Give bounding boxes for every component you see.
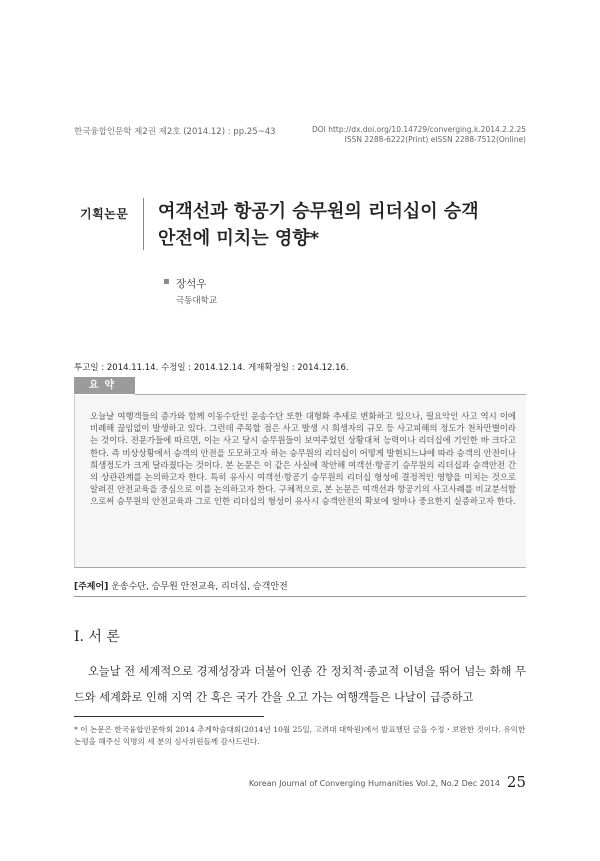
- article-title: [158, 198, 479, 252]
- author-affiliation: 극동대학교: [176, 296, 218, 306]
- title-line-2: 안전에 미치는 영향*: [158, 228, 320, 249]
- footer-journal: Korean Journal of Converging Humanities Vol.2, No.2 Dec 2014: [248, 779, 500, 788]
- section-tag: 기획논문: [80, 207, 129, 221]
- abstract-text: 오늘날 여행객들의 증가와 함께 이동수단인 운송수단 또한 대형화 추세로 변화하고 있으나, 필요악인 사고 역시 이에 비례해 끊임없이 발생하고 있다. 그런데 주목할 점은 사고 발생 시 희생자의 규모 등 사고피해의 정도가 천차만별이라는 것이다. 전문가들에 따르면, 이는 사고 당시 승무원들이 보여주었던 상황대처 능력이나 리더십에 기인한 바 크다고 한다. 즉 비상상황에서 승객의 안전을 도모하고자 하는 승무원의 리더십이 어떻게 발현되느냐에 따라 승객의 안전이나 희생정도가 크게 달라졌다는 것이다. 본 논문은 이 같은 사실에 착안해 여객선·항공기 승무원의 리더십과 승객안전 간의 상관관계를 논의하고자 한다. 특히 유사시 여객선·항공기 승무원의 리더십 형성에 결정적인 영향을 미치는 것으로 알려진 안전교육을 중심으로 이를 논의하고자 한다. 구체적으로, 본 논문은 여객선과 항공기의 사고사례를 비교분석함으로써 승무원의 안전교육과 그로 인한 리더십의 형성이 유사시 승객안전의 확보에 얼마나 중요한지 실증하고자 한다.: [90, 411, 516, 507]
- section-heading: I. 서 론: [74, 629, 120, 645]
- page-number: 25: [506, 773, 526, 791]
- submission-dates: 투고일 : 2014.11.14. 수정일 : 2014.12.14. 게재확정일 : 2014.12.16.: [74, 363, 349, 373]
- issn-text: ISSN 2288-6222(Print) eISSN 2288-7512(Online): [344, 135, 526, 144]
- journal-info: 한국융합인문학 제2권 제2호 (2014.12) : pp.25~43: [74, 127, 276, 137]
- author-name: 장석우: [176, 278, 207, 290]
- body-paragraph: 오늘날 전 세계적으로 경제성장과 더불어 인종 간 정치적·종교적 이념을 뛰어 넘는 화해 무드와 세계화로 인해 지역 간 혹은 국가 간을 오고 가는 여행객들은 나날이 급증하고: [74, 665, 526, 704]
- keywords: [74, 579, 288, 592]
- author-bullet-icon: ▪: [163, 276, 170, 287]
- title-divider: [143, 198, 144, 250]
- title-line-1: 여객선과 항공기 승무원의 리더십이 승객: [158, 201, 479, 222]
- footnote-rule: [74, 716, 264, 717]
- doi-issn-block: [312, 125, 526, 145]
- abstract-label: 요약: [74, 377, 135, 394]
- keywords-rule: [74, 596, 526, 597]
- keywords-text: 운송수단, 승무원 안전교육, 리더십, 승객안전: [111, 582, 288, 592]
- doi-link[interactable]: DOI http://dx.doi.org/10.14729/converging.k.2014.2.2.25: [311, 125, 526, 134]
- footnote: * 이 논문은 한국융합인문학회 2014 추계학술대회(2014년 10월 25일, 고려대 대학원)에서 발표했던 글을 수정・보완한 것이다. 유익한 논평을 해주신 익명의 세 분의 심사위원들께 감사드린다.: [74, 725, 526, 746]
- keywords-label: [주제어]: [74, 582, 109, 592]
